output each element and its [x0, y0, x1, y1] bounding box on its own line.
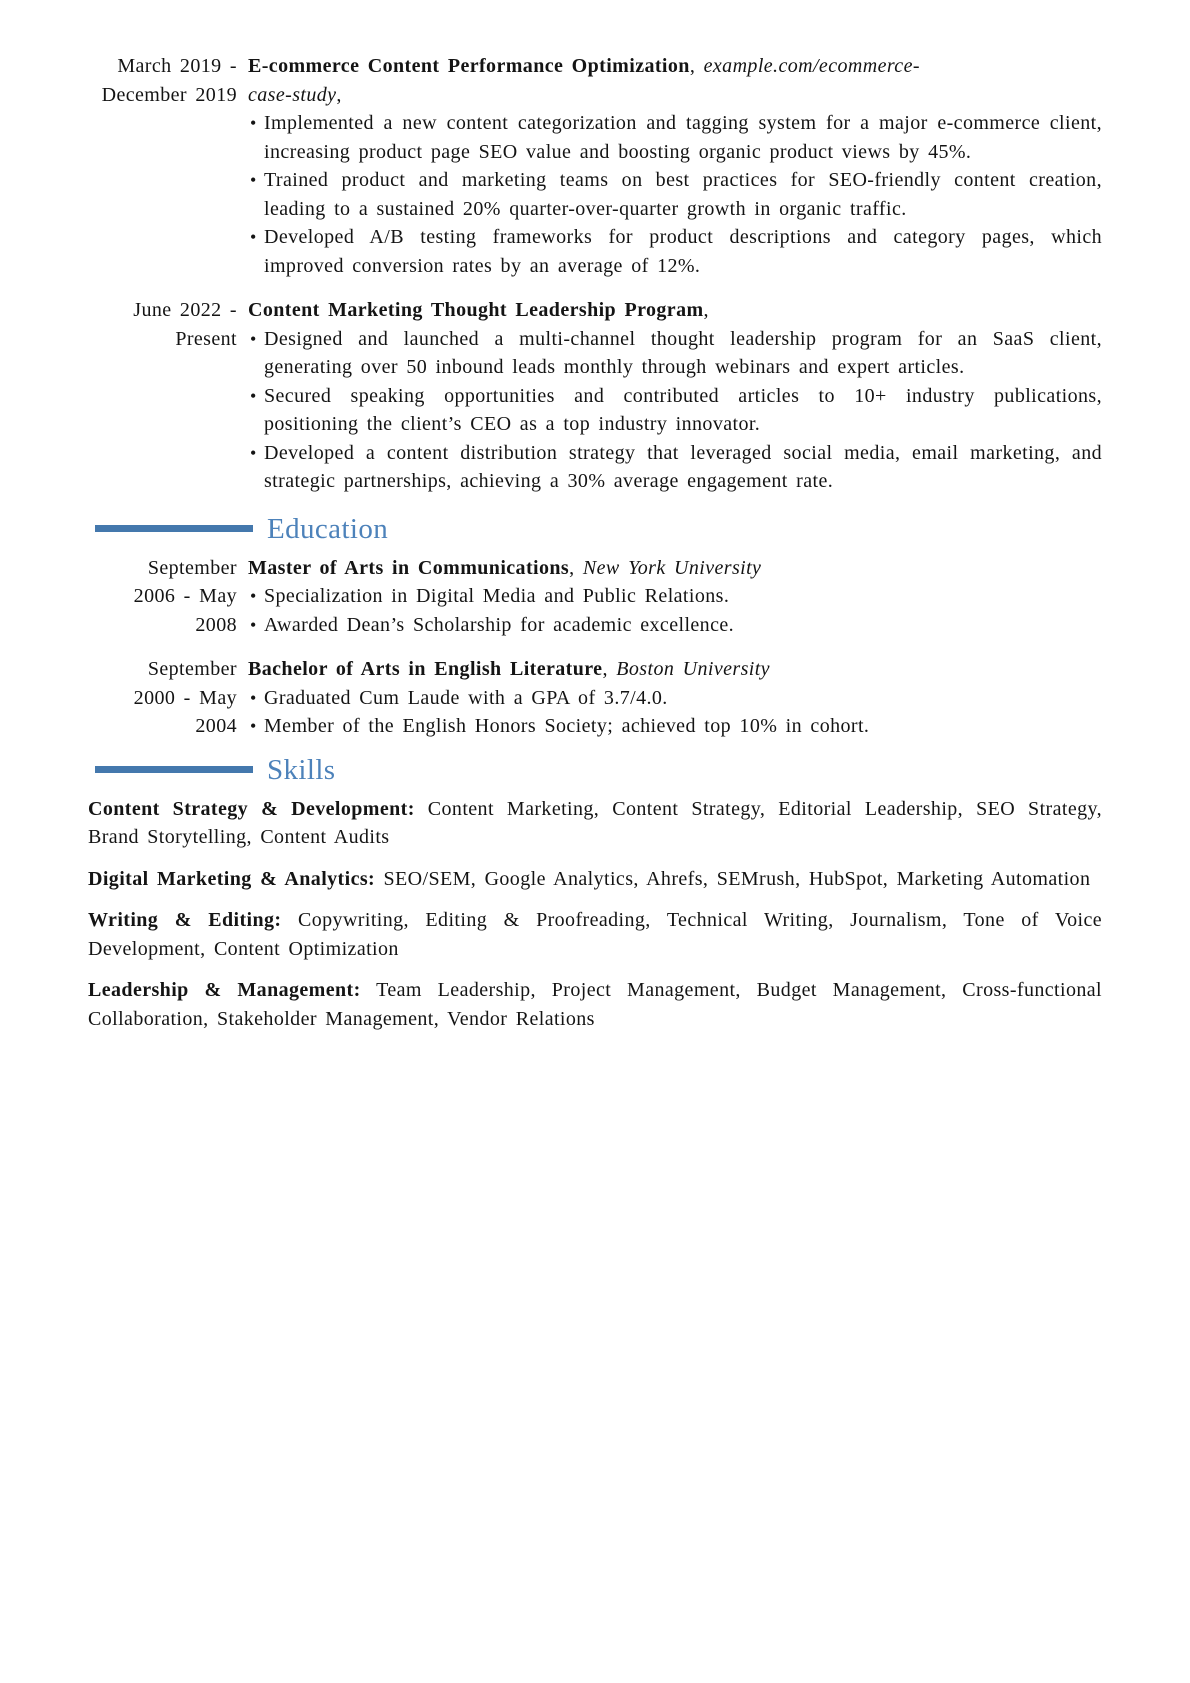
project-title	[248, 296, 1102, 325]
entry-body	[248, 554, 1102, 640]
degree-title	[248, 655, 1102, 684]
entry-date	[88, 655, 237, 741]
education-entry	[88, 554, 1102, 640]
separator: ,	[569, 556, 583, 579]
section-skills	[88, 795, 1102, 1034]
highlight-item: • Implemented a new content categorization and tagging system for a major e-commerce client, increasing product page SEO value and boosting organic product views by 45%.	[248, 109, 1102, 166]
degree-name: Master of Arts in Communications	[248, 556, 570, 579]
skill-text: Copywriting, Editing & Proofreading, Technical Writing, Journalism, Tone of Voice Development, Content Optimization	[88, 909, 1102, 960]
project-entry	[88, 52, 1102, 280]
highlight-item: • Secured speaking opportunities and contributed articles to 10+ industry publications, positioning the client’s CEO as a top industry innovator.	[248, 382, 1102, 439]
separator	[361, 979, 376, 1001]
highlight-item: • Trained product and marketing teams on best practices for SEO-friendly content creation, leading to a sustained 20% quarter-over-quarter growth in organic traffic.	[248, 166, 1102, 223]
section-title-skills: Skills	[267, 753, 336, 786]
highlight-item: • Member of the English Honors Society; achieved top 10% in cohort.	[248, 712, 1102, 741]
entry-body	[248, 52, 1102, 280]
separator	[415, 798, 428, 820]
project-title	[248, 52, 1102, 109]
highlight-list	[248, 325, 1102, 496]
degree-title	[248, 554, 1102, 583]
section-header-education	[88, 512, 1102, 546]
separator	[282, 909, 299, 931]
section-projects-continued	[88, 52, 1102, 496]
highlight-item: • Developed A/B testing frameworks for product descriptions and category pages, which improved conversion rates by an average of 12%.	[248, 223, 1102, 280]
separator: ,	[336, 83, 342, 106]
separator: ,	[689, 55, 704, 77]
highlight-item: • Specialization in Digital Media and Public Relations.	[248, 582, 1102, 611]
skill-category	[88, 976, 1102, 1033]
section-title-education: Education	[267, 512, 389, 545]
skill-text: Team Leadership, Project Management, Budget Management, Cross-functional Collaboration, Stakeholder Management, Vendor Relations	[88, 979, 1102, 1030]
project-entry	[88, 296, 1102, 496]
date-line: March 2019 -	[117, 55, 237, 77]
date-line: Present	[175, 327, 237, 350]
date-line: 2006 - May	[133, 585, 237, 607]
section-rule	[95, 766, 253, 773]
section-rule	[95, 525, 253, 532]
highlight-list	[248, 109, 1102, 280]
date-line: June 2022 -	[133, 299, 237, 321]
section-education	[88, 554, 1102, 741]
highlight-list	[248, 582, 1102, 639]
separator: ,	[602, 658, 617, 680]
skill-label: Leadership & Management:	[88, 979, 361, 1001]
skill-label: Digital Marketing & Analytics:	[88, 867, 376, 890]
skill-text: Content Marketing, Content Strategy, Editorial Leadership, SEO Strategy, Brand Storytelling, Content Audits	[88, 797, 1102, 848]
date-line: 2008	[195, 613, 237, 636]
highlight-item: • Awarded Dean’s Scholarship for academic excellence.	[248, 611, 1102, 640]
project-title-text: Content Marketing Thought Leadership Program	[248, 299, 704, 321]
entry-body	[248, 296, 1102, 496]
separator	[375, 868, 383, 890]
skill-label: Writing & Editing:	[88, 909, 282, 931]
education-entry	[88, 655, 1102, 741]
project-link-line[interactable]: example.com/ecommerce-	[703, 55, 920, 77]
project-link-line[interactable]: case-study	[248, 83, 337, 106]
skill-category	[88, 906, 1102, 963]
project-title-text: E-commerce Content Performance Optimization	[248, 55, 690, 77]
highlight-item: • Graduated Cum Laude with a GPA of 3.7/4.0.	[248, 684, 1102, 713]
skill-label: Content Strategy & Development:	[88, 797, 415, 820]
section-header-skills	[88, 753, 1102, 787]
highlight-item: • Designed and launched a multi-channel thought leadership program for an SaaS client, generating over 50 inbound leads monthly through webinars and expert articles.	[248, 325, 1102, 382]
date-line: September	[147, 658, 237, 680]
highlight-list	[248, 684, 1102, 741]
institution-name: New York University	[582, 556, 762, 579]
skill-category	[88, 865, 1102, 894]
institution-name: Boston University	[616, 658, 770, 680]
date-line: 2004	[195, 715, 237, 737]
date-line: December 2019	[101, 83, 237, 106]
entry-date	[88, 554, 237, 640]
entry-date	[88, 52, 237, 109]
separator: ,	[703, 299, 709, 321]
entry-date	[88, 296, 237, 353]
skill-category	[88, 795, 1102, 852]
skill-text: SEO/SEM, Google Analytics, Ahrefs, SEMrush, HubSpot, Marketing Automation	[383, 867, 1091, 890]
date-line: September	[147, 556, 237, 579]
degree-name: Bachelor of Arts in English Literature	[248, 658, 603, 680]
entry-body	[248, 655, 1102, 741]
date-line: 2000 - May	[133, 686, 237, 709]
highlight-item: • Developed a content distribution strategy that leveraged social media, email marketing, and strategic partnerships, achieving a 30% average engagement rate.	[248, 439, 1102, 496]
